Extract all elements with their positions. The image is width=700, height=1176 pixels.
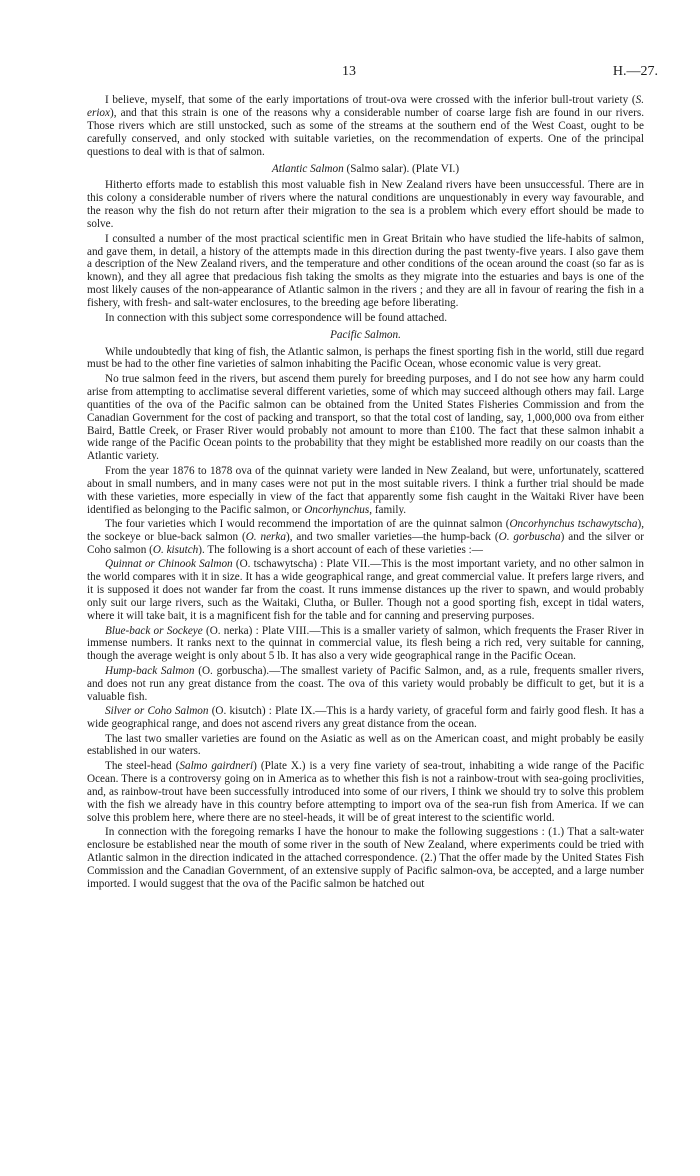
paragraph bbox=[87, 760, 644, 825]
paragraph bbox=[87, 312, 644, 325]
italic-text: Oncorhynchus tschawytscha bbox=[509, 518, 638, 531]
italic-text: Atlantic Salmon bbox=[271, 162, 344, 175]
paragraph bbox=[87, 518, 644, 557]
text-run: ). The following is a short account of each of these varieties :— bbox=[198, 543, 483, 556]
paragraph bbox=[87, 558, 644, 623]
text-run: (O. gorbuscha).—The smallest variety of Pacific Salmon, and, as a rule, frequents smaller rivers, and does not run any great distance from the coast. The ova of this variety would probably be difficult to get, but it is a valuable fish. bbox=[87, 664, 644, 703]
text-run: In connection with the foregoing remarks I have the honour to make the following suggestions : (1.) That a salt-water enclosure be established near the mouth of some river in the south of New Zealand, where experiments could be tried with Atlantic salmon in the direction indicated in the attached correspondence. (2.) That the offer made by the United States Fish Commission and the Canadian Government, of an extensive supply of Pacific salmon-ova, be accepted, and a large number imported. I would suggest that the ova of the Pacific salmon be hatched out bbox=[87, 826, 644, 890]
paragraph bbox=[87, 705, 644, 731]
paragraph bbox=[87, 94, 644, 159]
body-text bbox=[87, 94, 644, 892]
text-run: Hitherto efforts made to establish this most valuable fish in New Zealand rivers have been unsuccessful. There are in this colony a considerable number of rivers where the natural conditions are unquestionably in every way favourable, and the reason why the fish do not return after their migration to the sea is a problem which every effort should be made to solve. bbox=[87, 179, 644, 231]
text-run: The steel-head ( bbox=[105, 759, 180, 772]
italic-text: Quinnat or Chinook Salmon bbox=[105, 558, 233, 571]
text-run: (O. kisutch) : Plate IX.—This is a hardy variety, of graceful form and fairly good flesh. It has a wide geographical range, and does not ascend rivers any great distance from the ocean. bbox=[87, 705, 644, 731]
text-run: (Salmo salar). (Plate VI.) bbox=[343, 162, 460, 175]
italic-text: S. eriox bbox=[87, 94, 644, 119]
text-run: (O. nerka) : Plate VIII.—This is a smaller variety of salmon, which frequents the Fraser River in immense numbers. It ranks next to the quinnat in commercial value, its flesh being a rich red, very suitable for canning, though the average weight is only about 5 lb. It has also a very wide geographical range in the Pacific Ocean. bbox=[87, 624, 645, 663]
text-run: I consulted a number of the most practical scientific men in Great Britain who have studied the life-habits of salmon, and gave them, in detail, a history of the attempts made in this direction during the past twenty-five years. I also gave them a description of the New Zealand rivers, and the temperature and other conditions of the ocean around the coast (so far as is known), and they all agree that predacious fish taking the smolts as they migrate into the estuaries and bays is one of the most likely causes of the non-appearance of Atlantic salmon in the rivers ; and they are all in favour of rearing the fish in a fishery, with fresh- and salt-water enclosures, to the breeding age before liberating. bbox=[87, 232, 644, 310]
paragraph bbox=[87, 826, 644, 891]
paragraph bbox=[87, 465, 644, 517]
paragraph bbox=[87, 346, 644, 372]
italic-text: Blue-back or Sockeye bbox=[105, 624, 203, 637]
text-run: No true salmon feed in the rivers, but ascend them purely for breeding purposes, and I do not see how any harm could arise from attempting to acclimatise several different varieties, some of which may succeed although others may fail. Large quantities of the ova of the Pacific salmon can be obtained from the United States Fisheries Commission and from the Canadian Government for the cost of packing and transport, so that the total cost of landing, say, 1,000,000 ova from either Baird, Battle Creek, or Fraser River would probably not amount to more than £100. The fact that these salmon inhabit a wide range of the Pacific Ocean points to the probability that they might be established more readily on our coasts than the Atlantic variety. bbox=[87, 372, 644, 463]
italic-text: Hump-back Salmon bbox=[105, 664, 195, 677]
text-run: (O. tschawytscha) : Plate VII.—This is the most important variety, and no other salmon in the world compares with it in size. It has a wide geographical range, and great commercial value. It prefers large rivers, and it is supposed it does not wander far from the coast. It runs immense distances up the river to spawn, and would probably only suit our large rivers, such as the Waitaki, Clutha, or Buller. Though not a good sporting fish, except in tidal waters, where it will take bait, it is a magnificent fish for the table and for canning and preserving purposes. bbox=[87, 558, 644, 622]
paragraph bbox=[87, 625, 644, 664]
text-run: ), and two smaller varieties—the hump-back ( bbox=[285, 530, 499, 543]
text-run: ), the sockeye or blue-back salmon ( bbox=[87, 518, 644, 543]
paragraph bbox=[87, 233, 644, 310]
section-heading bbox=[87, 163, 644, 176]
italic-text: Oncorhynchus bbox=[304, 503, 370, 516]
paragraph bbox=[87, 179, 644, 231]
text-run: , family. bbox=[369, 503, 407, 516]
italic-text: O. gorbuscha bbox=[498, 530, 561, 543]
text-run: ) (Plate X.) is a very fine variety of sea-trout, inhabiting a wide range of the Pacific Ocean. There is a controversy going on in America as to whether this fish is not a rainbow-trout with sea-going proclivities, and, as rainbow-trout have been successfully introduced into some of our rivers, I think we should try to solve this problem with the fish we already have in this country before attempting to import ova of the sea-run fish from America. If we can solve this problem here, where there are no steel-heads, it will be of great interest to the scientific world. bbox=[87, 759, 644, 824]
text-run: The four varieties which I would recommend the importation of are the quinnat salmon ( bbox=[105, 518, 510, 531]
paragraph bbox=[87, 373, 644, 463]
italic-text: Pacific Salmon. bbox=[330, 328, 401, 341]
text-run: ), and that this strain is one of the reasons why a considerable number of coarse large fish are found in our rivers. Those rivers which are still unstocked, such as some of the streams at the southern end of the West Coast, ought to be carefully conserved, and only stocked with suitable varieties, on the recommendation of experts. One of the principal questions to deal with is that of salmon. bbox=[87, 106, 644, 158]
text-run: ) and the silver or Coho salmon ( bbox=[87, 530, 644, 556]
section-heading bbox=[87, 329, 644, 342]
italic-text: Silver or Coho Salmon bbox=[105, 705, 209, 718]
italic-text: O. nerka bbox=[245, 530, 286, 543]
text-run: From the year 1876 to 1878 ova of the quinnat variety were landed in New Zealand, but were, unfortunately, scattered about in small numbers, and in many cases were not put in the most suitable rivers. I think a further trial should be made with these varieties, more especially in view of the fact that apparently some fish caught in the Waitaki River have been identified as belonging to the Pacific salmon, or bbox=[87, 464, 644, 516]
italic-text: Salmo gairdneri bbox=[179, 759, 254, 772]
page-number: 13 bbox=[342, 64, 356, 79]
paragraph bbox=[87, 733, 644, 759]
text-run: The last two smaller varieties are found on the Asiatic as well as on the American coast, and might probably be easily established in our waters. bbox=[87, 732, 644, 758]
text-run: While undoubtedly that king of fish, the Atlantic salmon, is perhaps the finest sporting fish in the world, still due regard must be had to the other fine varieties of salmon inhabiting the Pacific Ocean, whose economic value is very great. bbox=[87, 345, 644, 371]
italic-text: O. kisutch bbox=[152, 543, 199, 556]
text-run: In connection with this subject some correspondence will be found attached. bbox=[105, 311, 448, 324]
page-header bbox=[0, 64, 700, 84]
document-reference: H.—27. bbox=[612, 64, 658, 79]
text-run: I believe, myself, that some of the early importations of trout-ova were crossed with the inferior bull-trout variety ( bbox=[105, 94, 636, 106]
paragraph bbox=[87, 665, 644, 704]
